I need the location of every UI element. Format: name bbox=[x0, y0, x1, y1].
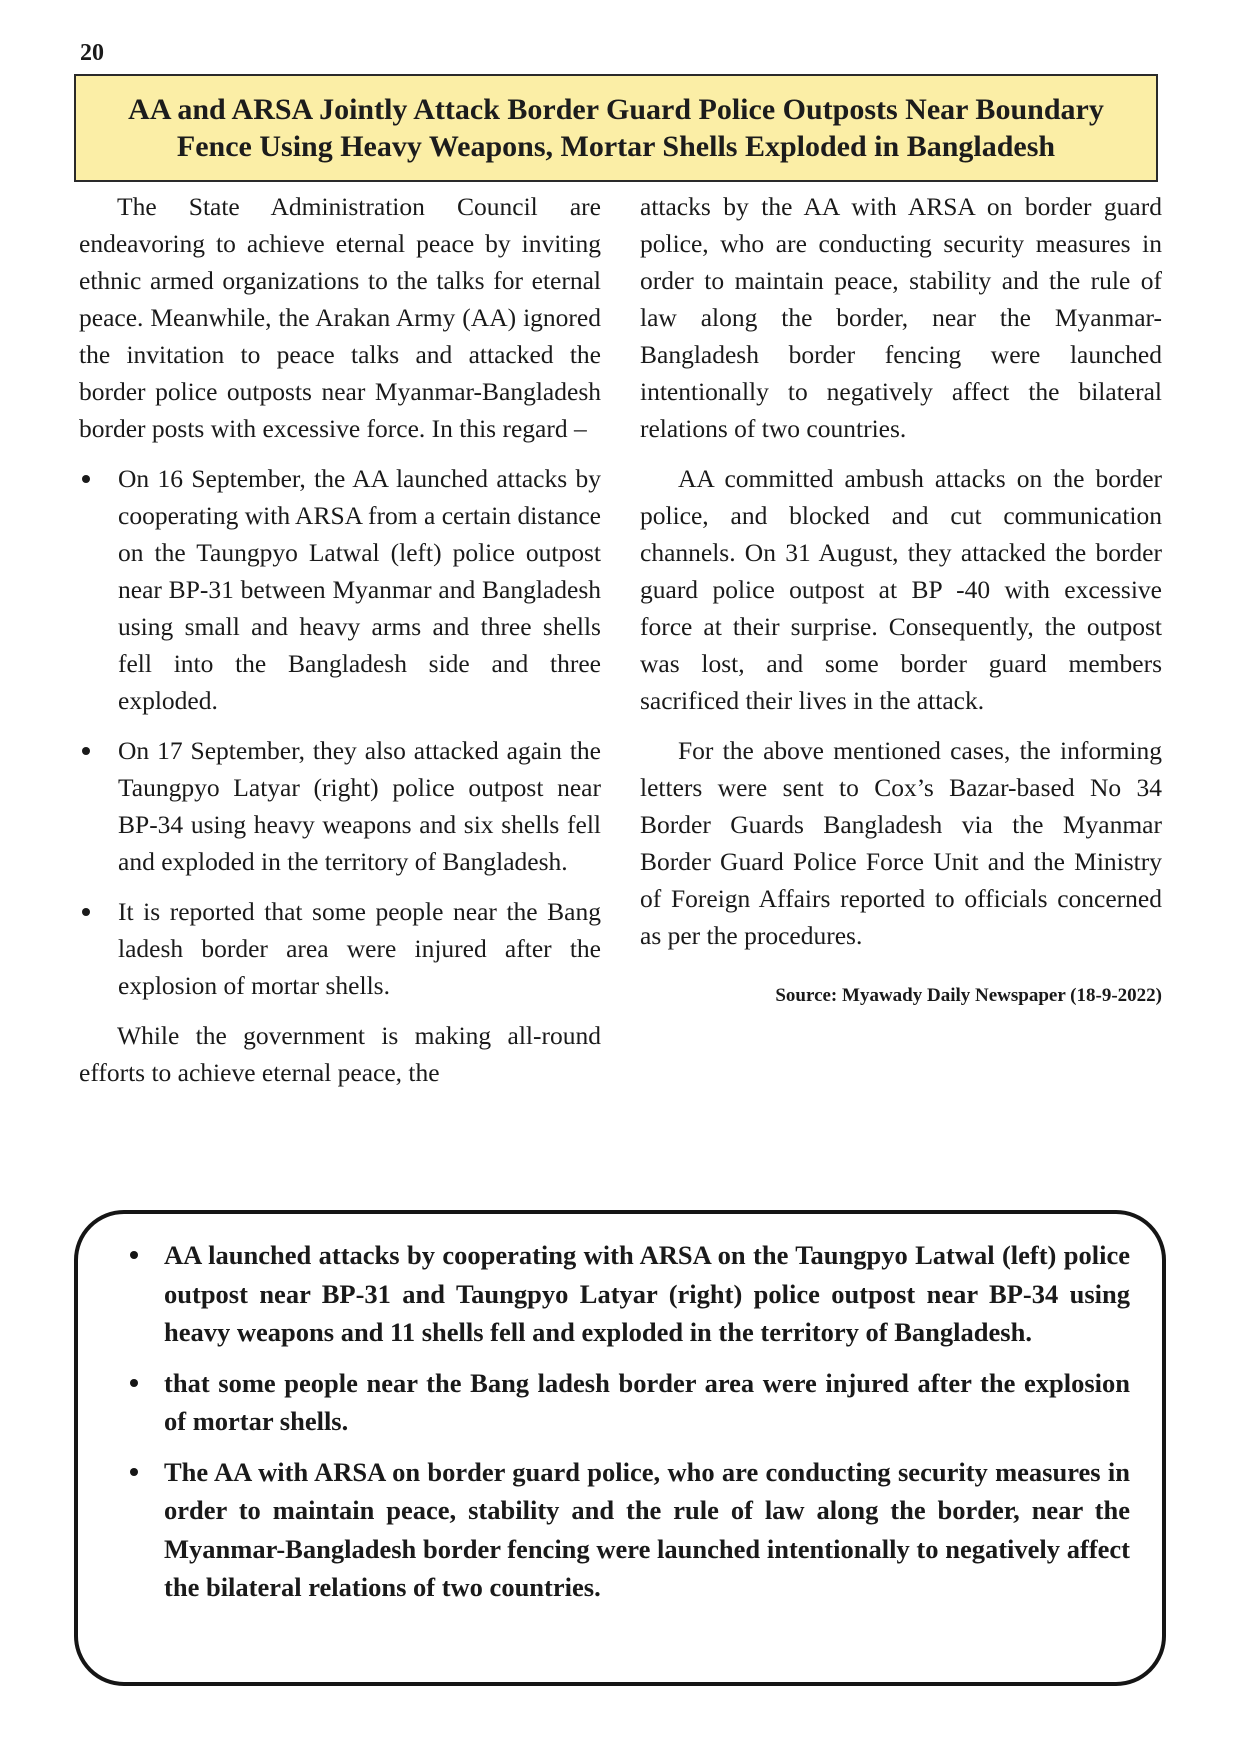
article-bullet-item: On 16 September, the AA launched attacks by cooperating with ARSA from a certain distance on the Taungpyo Latwal (left) police outpost near BP-31 between Myanmar and Bangladesh using small and heavy arms and three shells fell into the Bangladesh side and three exploded. bbox=[79, 460, 601, 719]
article-paragraph-while: While the government is making all-round efforts to achieve eternal peace, the bbox=[79, 1021, 601, 1087]
article-bullet-item: It is reported that some people near the Bang ladesh border area were injured after the explosion of mortar shells. bbox=[79, 893, 601, 1004]
page-number: 20 bbox=[80, 40, 104, 66]
summary-bullet-list bbox=[104, 1236, 1130, 1607]
summary-box bbox=[74, 1210, 1166, 1686]
summary-bullet-item: The AA with ARSA on border guard police, who are conducting security measures in order to maintain peace, stability and the rule of law along the border, near the Myanmar-Bangladesh border fencing were launched intentionally to negatively affect the bilateral relations of two countries. bbox=[104, 1453, 1130, 1607]
article-paragraph-while-continued: attacks by the AA with ARSA on border guard police, who are conducting security measures in order to maintain peace, stability and the rule of law along the border, near the Myanmar-Bangladesh border fencing were launched intentionally to negatively affect the bilateral relations of two countries. bbox=[640, 192, 1162, 443]
article-paragraph-ambush: AA committed ambush attacks on the border police, and blocked and cut communication channels. On 31 August, they attacked the border guard police outpost at BP -40 with excessive force at their surprise. Consequently, the outpost was lost, and some border guard members sacrificed their lives in the attack. bbox=[640, 464, 1162, 715]
summary-bullet-item: that some people near the Bang ladesh border area were injured after the explosion of mortar shells. bbox=[104, 1364, 1130, 1441]
article-column-right bbox=[640, 188, 1162, 1021]
headline-box bbox=[74, 74, 1158, 182]
article-bullet-item: On 17 September, they also attacked again the Taungpyo Latyar (right) police outpost near BP-34 using heavy weapons and six shells fell and exploded in the territory of Bangladesh. bbox=[79, 732, 601, 880]
source-credit: Source: Myawady Daily Newspaper (18-9-2022) bbox=[775, 985, 1162, 1006]
article-intro: The State Administration Council are endeavoring to achieve eternal peace by inviting ethnic armed organizations to the talks for eternal peace. Meanwhile, the Arakan Army (AA) ignored the invitation to peace talks and attacked the border police outposts near Myanmar-Bangladesh border posts with excessive force. In this regard – bbox=[79, 192, 601, 443]
headline: AA and ARSA Jointly Attack Border Guard Police Outposts Near Boundary Fence Using Heavy Weapons, Mortar Shells Exploded in Bangladesh bbox=[128, 93, 1104, 163]
article-paragraph-letters: For the above mentioned cases, the informing letters were sent to Cox’s Bazar-based No 34 Border Guards Bangladesh via the Myanmar Border Guard Police Force Unit and the Ministry of Foreign Affairs reported to officials concerned as per the procedures. bbox=[640, 736, 1162, 950]
summary-bullet-item: AA launched attacks by cooperating with ARSA on the Taungpyo Latwal (left) police outpost near BP-31 and Taungpyo Latyar (right) police outpost near BP-34 using heavy weapons and 11 shells fell and exploded in the territory of Bangladesh. bbox=[104, 1236, 1130, 1352]
article-column-left bbox=[79, 188, 601, 1104]
article-bullet-list bbox=[79, 460, 601, 1004]
